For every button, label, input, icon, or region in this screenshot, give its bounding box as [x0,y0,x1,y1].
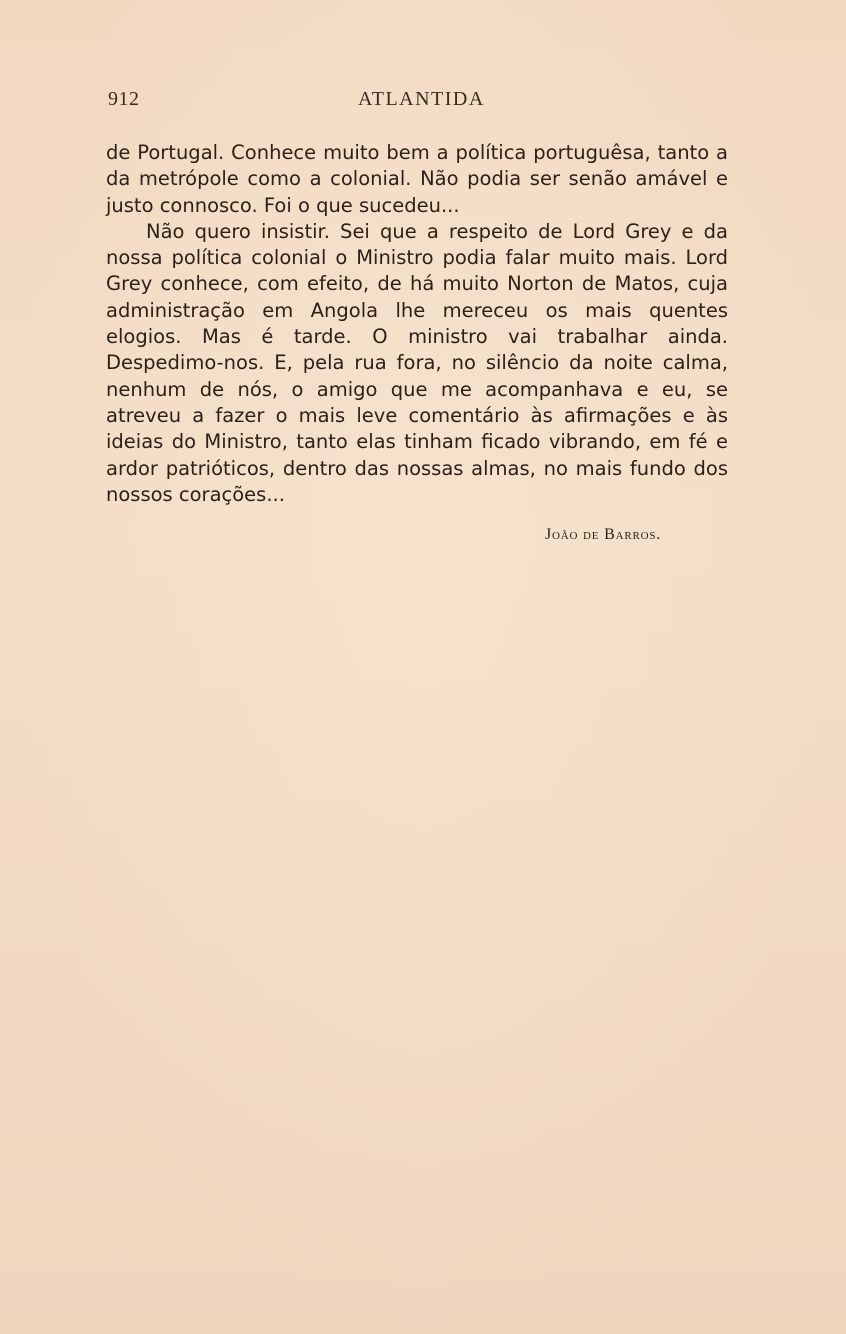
author-signature: João de Barros. [545,526,662,543]
body-text [106,140,728,508]
paragraph-continued: de Portugal. Conhece muito bem a política portuguêsa, tanto a da metrópole como a colonial. Não podia ser senão amável e justo connosco. Foi o que sucedeu... [106,141,728,217]
page-number: 912 [108,88,140,110]
running-head [108,88,728,118]
paragraph: Não quero insistir. Sei que a respeito de Lord Grey e da nossa política colonial o Ministro podia falar muito mais. Lord Grey conhece, com efeito, de há muito Norton de Matos, cuja administração em Angola lhe mereceu os mais quentes elogios. Mas é tarde. O ministro vai trabalhar ainda. Despedimo-nos. E, pela rua fora, no silêncio da noite calma, nenhum de nós, o amigo que me acompanhava e eu, se atreveu a fazer o mais leve comentário às afirmações e às ideias do Ministro, tanto elas tinham ficado vibrando, em fé e ardor patrióticos, dentro das nossas almas, no mais fundo dos nossos corações... [106,219,728,506]
journal-title: ATLANTIDA [358,88,485,110]
